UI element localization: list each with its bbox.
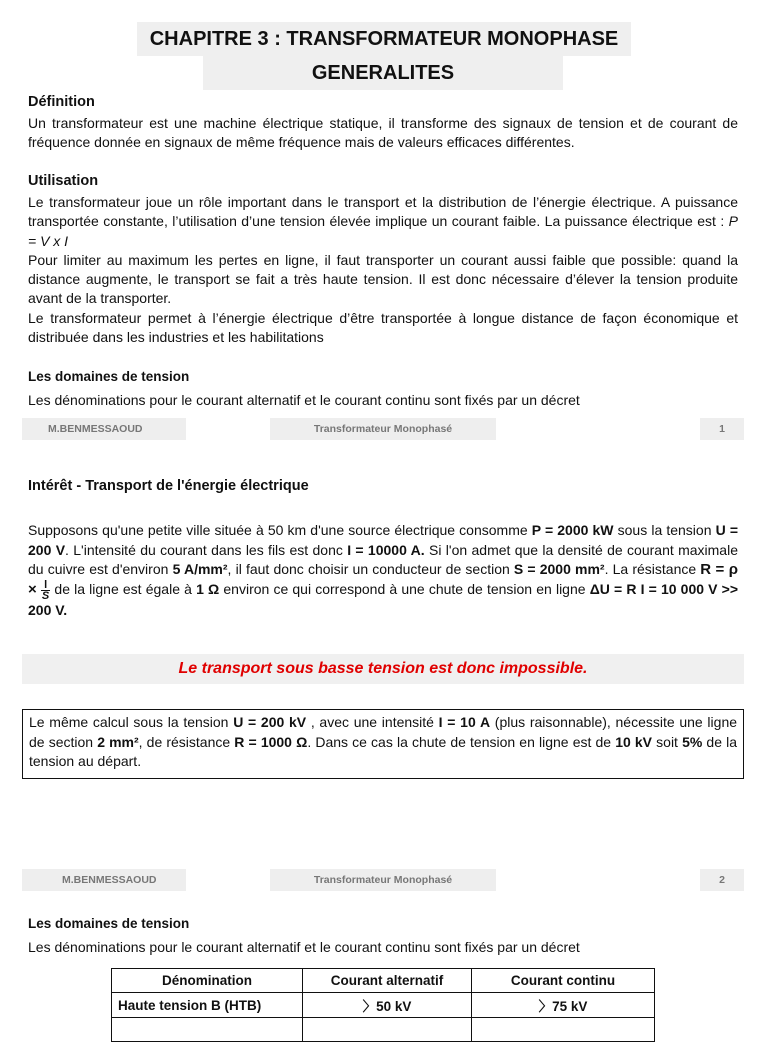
interet-voltage: U = 200 V (28, 522, 739, 558)
box-text-7: de la tension au départ. (29, 733, 738, 769)
interet-density: 5 A/mm² (172, 561, 228, 577)
box-resistance: R = 1000 Ω (234, 733, 308, 750)
utilisation-heading: Utilisation (28, 173, 99, 189)
definition-text: Un transformateur est une machine électrique statique, il transforme des signaux de tension et de courant de fréquence donnée en signaux de même fréquence mais de valeurs efficaces différentes. (28, 115, 738, 151)
box-text-2: , avec une intensité (306, 714, 439, 730)
impossible-banner-text: Le transport sous basse tension est donc impossible. (178, 660, 588, 677)
chapter-title (137, 22, 631, 56)
domaines-heading-1: Les domaines de tension (28, 369, 190, 384)
table-header: Dénomination (112, 969, 303, 993)
domaines-heading-2: Les domaines de tension (28, 916, 190, 931)
interet-text-1: Supposons qu'une petite ville située à 50 km d'une source électrique consomme (28, 522, 532, 538)
box-text-5: . Dans ce cas la chute de tension en ligne est de (307, 733, 616, 750)
table-header-row (112, 969, 655, 993)
interet-text-5: , il faut donc choisir un conducteur de section (227, 561, 514, 577)
voltage-domains-table (111, 968, 655, 1042)
box-section: 2 mm² (97, 733, 139, 750)
table-cell-empty (303, 1018, 472, 1042)
definition-heading: Définition (28, 94, 95, 110)
chapter-title-text: CHAPITRE 3 : TRANSFORMATEUR MONOPHASE (149, 27, 619, 50)
interet-text-4: Si l'on admet que la densité de courant maximale du cuivre est d'environ (28, 541, 738, 577)
box-voltage: U = 200 kV (233, 714, 307, 730)
table-header: Courant continu (472, 969, 655, 993)
footer-page-2: 2 (700, 869, 744, 891)
box-text-6: soit (652, 733, 683, 750)
box-text-1: Le même calcul sous la tension (29, 714, 234, 730)
domaines-text-1: Les dénominations pour le courant alternatif et le courant continu sont fixés par un décret (28, 392, 580, 408)
table-cell-empty (472, 1018, 655, 1042)
power-formula: P = V x I (28, 213, 739, 249)
interet-power: P = 2000 kW (531, 522, 614, 538)
interet-text-8: environ ce qui correspond à une chute de tension en ligne (219, 580, 590, 597)
interet-voltage-drop: ΔU = R I = 10 000 V >> 200 V. (28, 580, 739, 618)
fraction-numerator: l (41, 580, 50, 591)
fraction-denominator: S (41, 589, 50, 602)
box-text-3: (plus raisonnable), nécessite une ligne de section (29, 714, 738, 750)
interet-current: I = 10000 A. (347, 541, 425, 558)
table-cell: 〉75 kV (472, 993, 655, 1018)
utilisation-p1: Le transformateur joue un rôle important dans le transport et la distribution de l’énergie électrique. A puissance transportée constante, l’utilisation d’une tension élevée implique un courant faible. La puissance électrique est : (28, 194, 738, 230)
footer-course-2: Transformateur Monophasé (270, 869, 496, 891)
resistance-fraction (41, 580, 50, 601)
table-row (112, 993, 655, 1018)
utilisation-text (28, 193, 738, 347)
footer-author-1: M.BENMESSAOUD (22, 418, 186, 440)
high-voltage-box (22, 709, 744, 779)
box-text-4: , de résistance (138, 733, 235, 750)
utilisation-p3: Le transformateur permet à l’énergie électrique d’être transportée à longue distance de façon économique et distribuée dans les industries et les habilitations (28, 309, 738, 346)
interet-heading: Intérêt - Transport de l'énergie électrique (28, 478, 309, 494)
table-row-partial (112, 1018, 655, 1042)
table-cell: Haute tension B (HTB) (112, 993, 303, 1018)
interet-paragraph (28, 521, 738, 620)
table-cell: 〉50 kV (303, 993, 472, 1018)
interet-text-6: . La résistance (604, 561, 701, 577)
resistance-formula: R = ρ × (28, 561, 739, 598)
chapter-subtitle (203, 56, 563, 90)
box-percentage: 5% (682, 733, 703, 750)
table-cell-empty (112, 1018, 303, 1042)
footer-author-2: M.BENMESSAOUD (22, 869, 186, 891)
utilisation-p2: Pour limiter au maximum les pertes en ligne, il faut transporter un courant aussi faible que possible: quand la distance augmente, le transport se fait a très haute tension. Il est donc nécessaire d’élever la tension produite avant de la transporter. (28, 251, 738, 307)
interet-text-7: de la ligne est égale à (50, 580, 197, 597)
interet-resistance: 1 Ω (196, 580, 220, 597)
interet-text-3: . L'intensité du courant dans les fils est donc (65, 541, 348, 558)
impossible-banner (22, 654, 744, 684)
box-voltage-drop: 10 kV (615, 733, 653, 750)
interet-section: S = 2000 mm² (513, 561, 605, 577)
footer-course-1: Transformateur Monophasé (270, 418, 496, 440)
interet-text-2: sous la tension (613, 522, 716, 538)
box-current: I = 10 A (438, 714, 491, 730)
chapter-subtitle-text: GENERALITES (311, 61, 455, 84)
table-header: Courant alternatif (303, 969, 472, 993)
footer-page-1: 1 (700, 418, 744, 440)
domaines-text-2: Les dénominations pour le courant alternatif et le courant continu sont fixés par un décret (28, 939, 580, 955)
